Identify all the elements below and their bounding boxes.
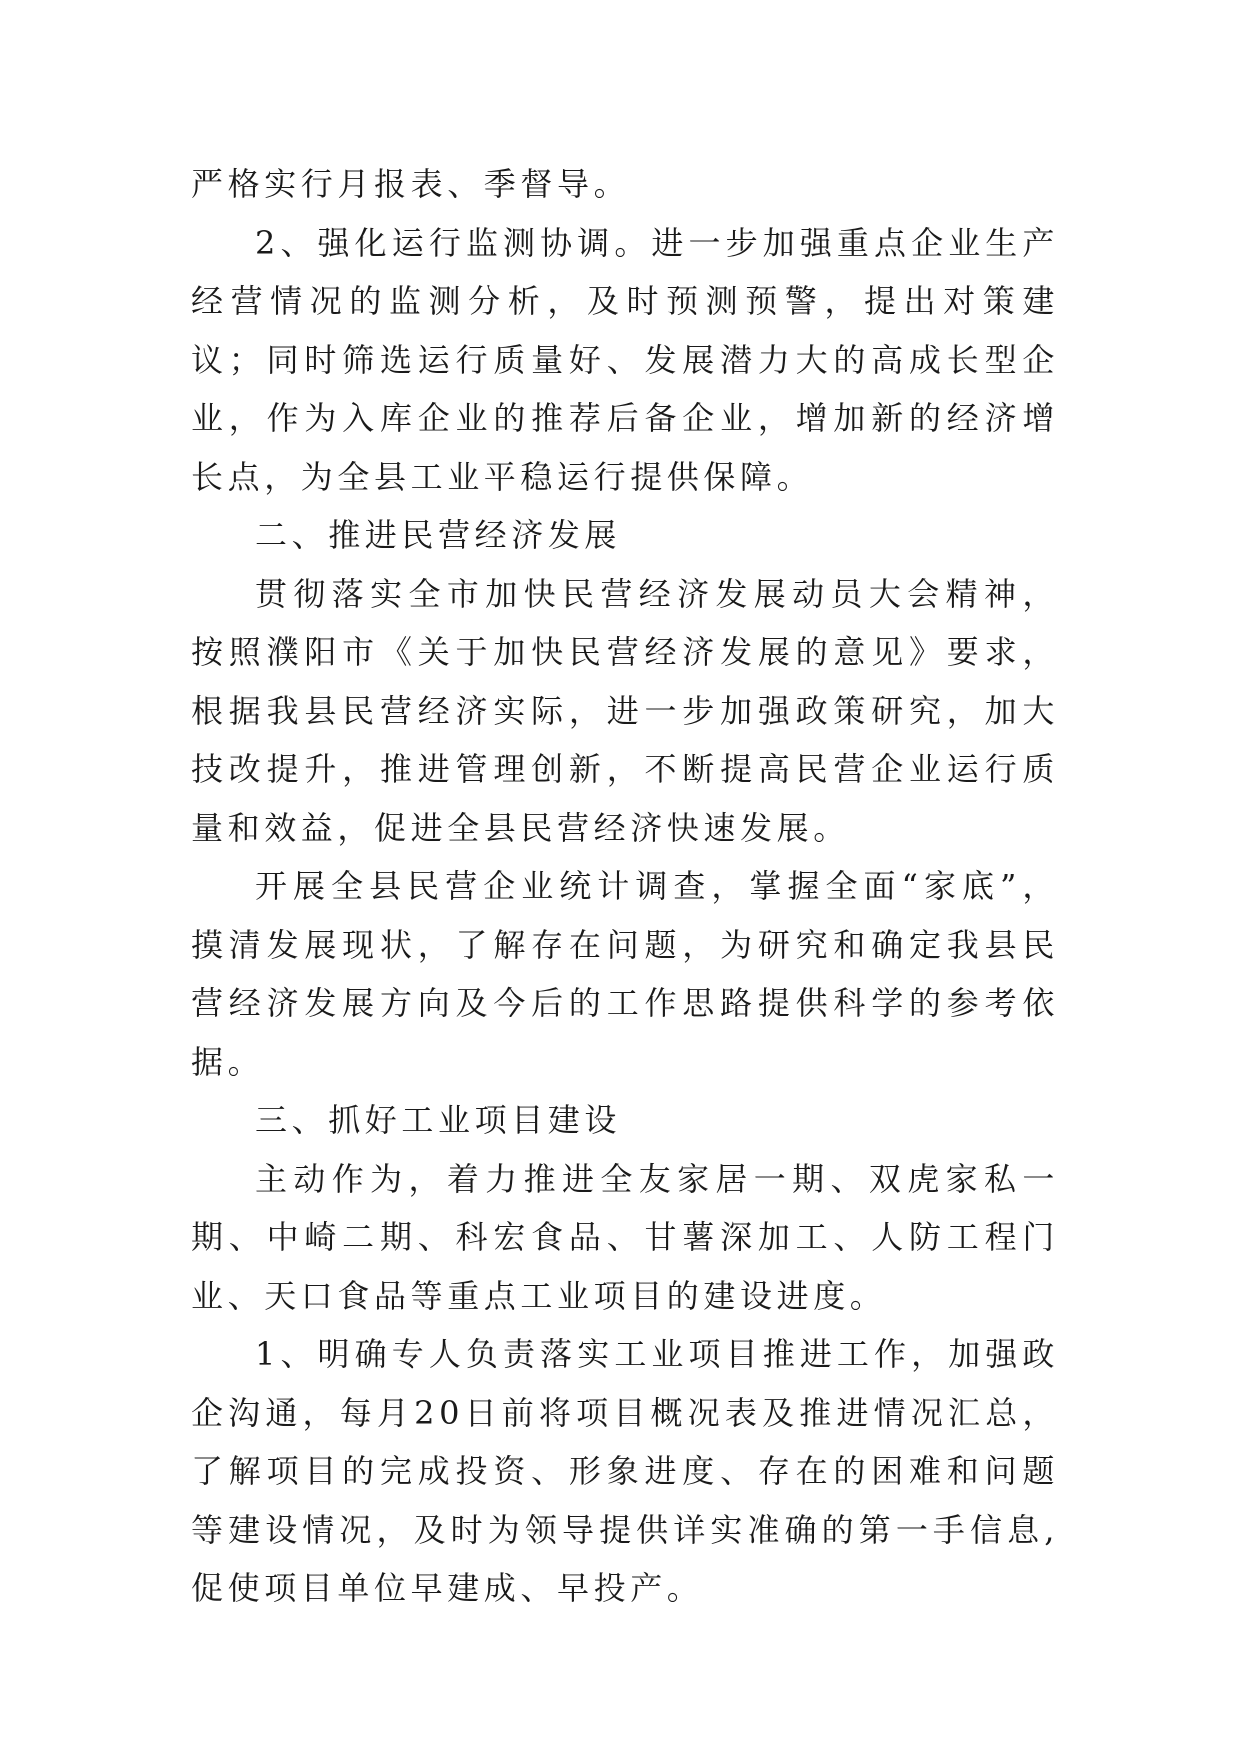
section-heading-private-economy: 二、推进民营经济发展 [255, 516, 622, 554]
paragraph-survey: 开展全县民营企业统计调查，掌握全面“家底”，摸清发展现状，了解存在问题，为研究和确定我县民营经济发展方向及今后的工作思路提供科学的参考依据。 [191, 867, 1059, 1081]
section-heading-industrial-projects: 三、抓好工业项目建设 [255, 1101, 622, 1139]
paragraph-private-economy: 贯彻落实全市加快民营经济发展动员大会精神，按照濮阳市《关于加快民营经济发展的意见》要求，根据我县民营经济实际，进一步加强政策研究，加大技改提升，推进管理创新，不断提高民营企业运行质量和效益，促进全县民营经济快速发展。 [191, 574, 1059, 847]
paragraph-project-tracking: 1、明确专人负责落实工业项目推进工作，加强政企沟通，每月20日前将项目概况表及推进情况汇总，了解项目的完成投资、形象进度、存在的困难和问题等建设情况，及时为领导提供详实准确的第一手信息,促使项目单位早建成、早投产。 [191, 1335, 1059, 1607]
paragraph-continuation: 严格实行月报表、季督导。 [191, 165, 631, 203]
document-body [191, 155, 1059, 1618]
paragraph-key-projects: 主动作为，着力推进全友家居一期、双虎家私一期、中崎二期、科宏食品、甘薯深加工、人防工程门业、天口食品等重点工业项目的建设进度。 [191, 1159, 1059, 1315]
paragraph-monitoring: 2、强化运行监测协调。进一步加强重点企业生产经营情况的监测分析，及时预测预警，提出对策建议；同时筛选运行质量好、发展潜力大的高成长型企业，作为入库企业的推荐后备企业，增加新的经济增长点，为全县工业平稳运行提供保障。 [191, 223, 1059, 496]
